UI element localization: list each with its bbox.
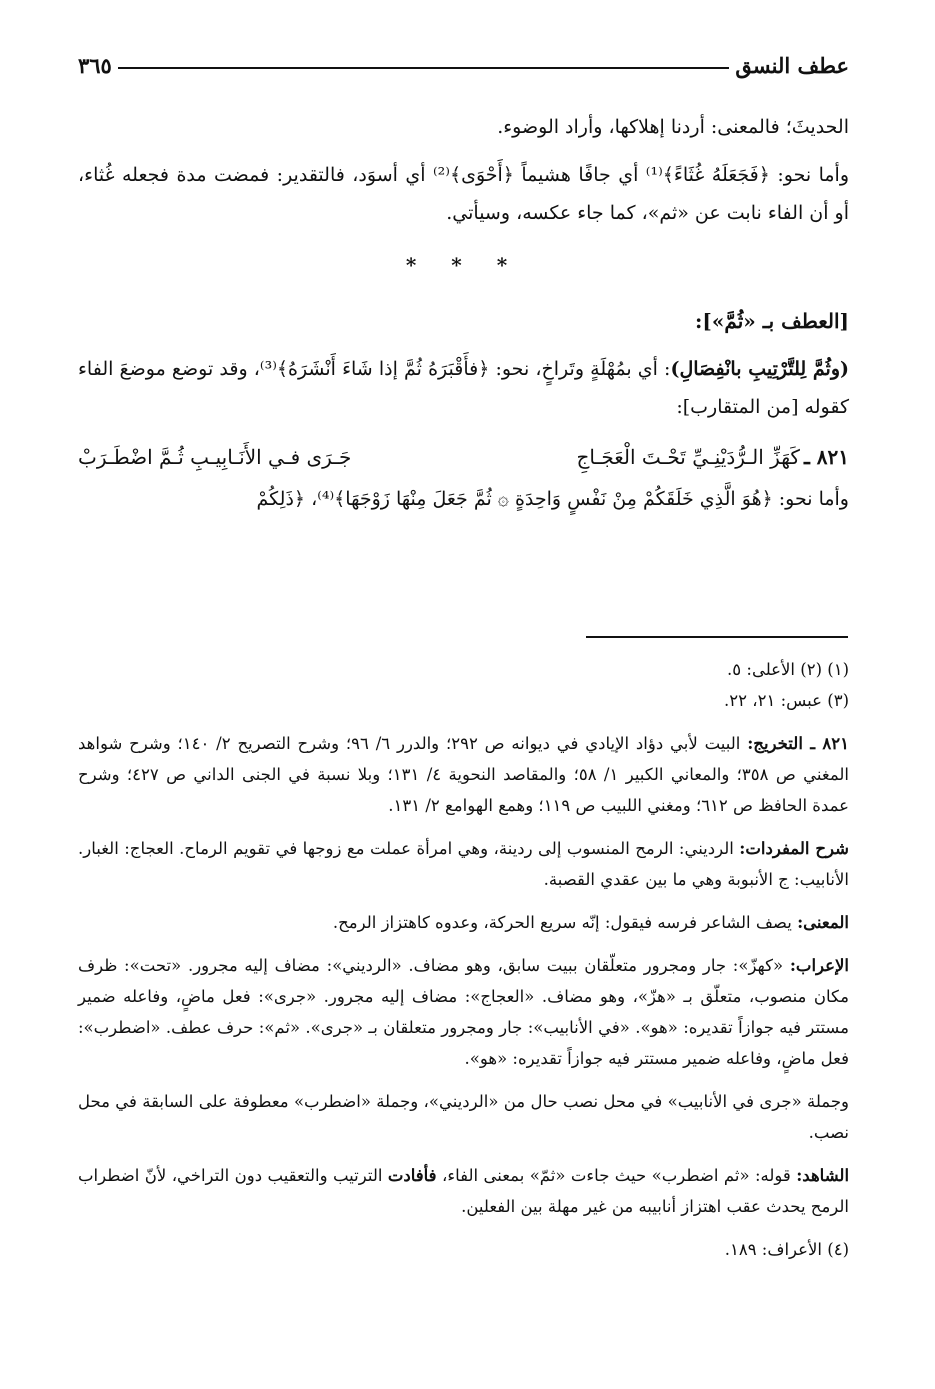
irab-label: الإعراب:: [789, 956, 849, 975]
paragraph-3-text: : أي بمُهْلَةٍ وتَراخٍ، نحو: ﴿فأَقْبَرَهُ ثُمَّ إذا شَاءَ أَنْشَرَهُ﴾⁽³⁾، وقد توضع موضعَ الفاء كقوله [من المتقارب]:: [78, 358, 849, 418]
shahid-note: [78, 1160, 849, 1222]
mufradat-label: شرح المفردات:: [739, 839, 849, 858]
takhrij-text: البيت لأبي دؤاد الإيادي في ديوانه ص ٢٩٢؛ والدرر ٦/ ٩٦؛ وشرح التصريح ٢/ ١٤٠؛ وشرح شواهد المغني ص ٣٥٨؛ والمعاني الكبير ١/ ٥٨؛ والمقاصد النحوية ٤/ ١٣١؛ وبلا نسبة في الجنى الداني ص ٤٢٧؛ وشرح عمدة الحافظ ص ٦١٢؛ ومغني اللبيب ص ١١٩؛ وهمع الهوامع ٢/ ١٣١.: [78, 734, 850, 815]
paragraph-1: الحديثَ؛ فالمعنى: أردنا إهلاكها، وأراد الوضوء.: [497, 116, 849, 138]
section-separator: * * *: [405, 253, 522, 277]
jumla-note: وجملة «جرى في الأنابيب» في محل نصب حال من «الرديني»، وجملة «اضطرب» معطوفة على السابقة في محل نصب.: [78, 1092, 849, 1142]
footnote-1: (١) (٢) الأعلى: ٥.: [727, 660, 849, 679]
irab-note: [78, 950, 849, 1074]
verse-second-hemistich: جَـرَى فـي الأَنَـابِيـبِ ثُـمَّ اضْطَـرَبْ: [78, 445, 352, 469]
takhrij-label: ٨٢١ ـ التخريج:: [747, 734, 849, 753]
irab-text: «كهزّ»: جار ومجرور متعلّقان ببيت سابق، وهو مضاف. «الرديني»: مضاف إليه مجرور. «تحت»: ظرف مكان منصوب، متعلّق بـ «هزّ»، وهو مضاف. «العجاج»: مضاف إليه مجرور. «جرى»: فعل ماضٍ، وفاعله ضمير مستتر فيه جوازاً تقديره: «هو». «في الأنابيب»: جار ومجرور متعلقان بـ «جرى». «ثم»: حرف عطف. «اضطرب»: فعل ماضٍ، وفاعله ضمير مستتر فيه جوازاً تقديره: «هو».: [78, 956, 849, 1068]
paragraph-2: وأما نحو: ﴿فَجَعَلَهُ غُثَاءً﴾⁽¹⁾ أي جافًا هشيماً ﴿أَحْوَى﴾⁽²⁾ أي أسوَد، فالتقدير: فمضت مدة فجعله غُثاء، أو أن الفاء نابت عن «ثم»، كما جاء عكسه، وسيأتي.: [78, 164, 850, 224]
maana-label: المعنى:: [797, 913, 849, 932]
section-heading: [العطف بـ «ثُمَّ»]:: [695, 309, 849, 333]
maana-text: يصف الشاعر فرسه فيقول: إنّه سريع الحركة، وعدوه كاهتزاز الرمح.: [332, 913, 792, 932]
paragraph-4: وأما نحو: ﴿هُوَ الَّذِي خَلَقَكُمْ مِنْ نَفْسٍ وَاحِدَةٍ ۞ ثُمَّ جَعَلَ مِنْهَا زَوْجَهَا﴾⁽⁴⁾، ﴿ذَلِكُمْ: [256, 488, 849, 510]
shahid-bold-word: فأفادت: [387, 1166, 437, 1185]
paragraph-3: [78, 350, 849, 426]
verse-first-hemistich: كَهَزِّ الـرُّدَيْنِـيِّ تَحْـتَ الْعَجَـاجِ: [576, 445, 800, 469]
shahid-label: الشاهد:: [796, 1166, 850, 1185]
shahid-text-a: قوله: «ثم اضطرب» حيث جاءت «ثمّ» بمعنى الفاء،: [442, 1166, 791, 1185]
header-rule: [118, 67, 730, 69]
takhrij-note: [78, 728, 849, 821]
verse-number: ٨٢١ ـ: [803, 445, 849, 469]
shahid-text-b: الترتيب والتعقيب دون التراخي، لأنّ اضطراب الرمح يحدث عقب اهتزاز أنابيبه من غير مهلة بين الفعلين.: [78, 1166, 849, 1216]
page-header: [78, 48, 849, 82]
footnote-4: (٤) الأعراف: ١٨٩.: [724, 1240, 849, 1259]
poetry-verse: [78, 438, 849, 476]
maana-note: [78, 907, 849, 938]
mufradat-note: [78, 833, 849, 895]
main-text: [78, 108, 849, 518]
mufradat-text: الرديني: الرمح المنسوب إلى ردينة، وهي امرأة عملت مع زوجها في تقويم الرماح. العجاج: الغبار. الأنابيب: ج الأنبوبة وهي ما بين عقدي القصبة.: [78, 839, 849, 889]
running-title: عطف النسق: [735, 52, 849, 78]
footnotes: [78, 654, 849, 1265]
page-number: ٣٦٥: [78, 52, 112, 78]
footnote-rule: [586, 636, 848, 638]
footnote-2: (٣) عبس: ٢١، ٢٢.: [724, 691, 849, 710]
matn-text: (وثُمَّ لِلتَّرْتِيبِ بانْفِصَالِ): [670, 358, 849, 380]
